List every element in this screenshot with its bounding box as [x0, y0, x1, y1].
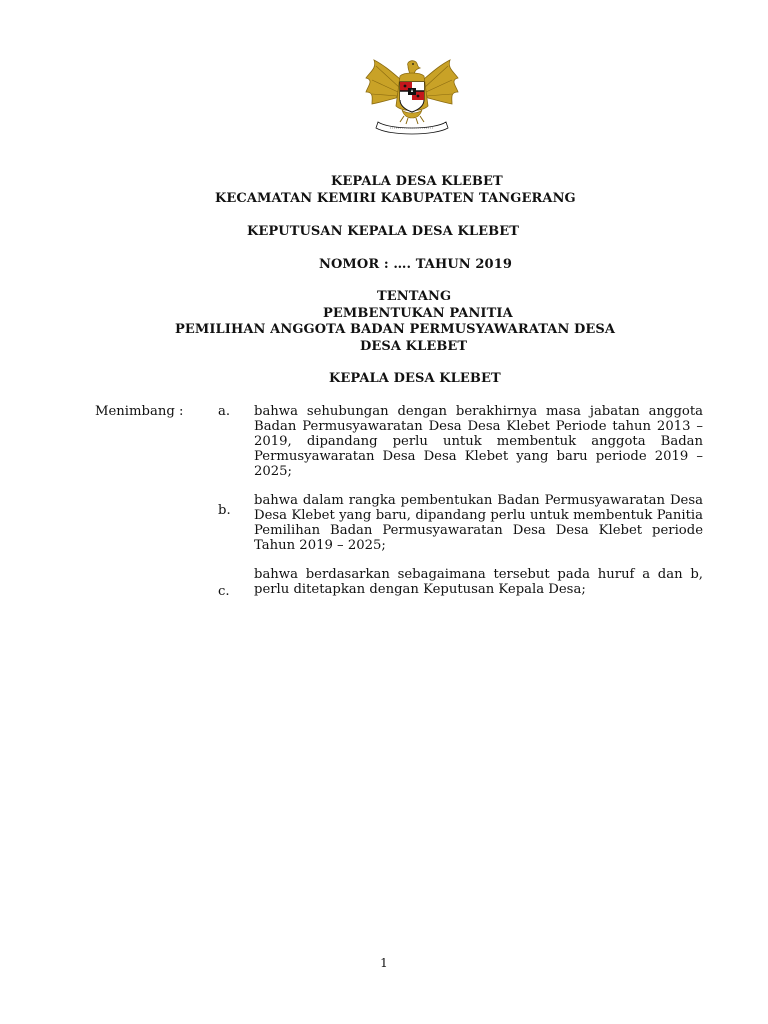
header-line-1: KEPALA DESA KLEBET — [331, 174, 503, 189]
subject-line-3: DESA KLEBET — [360, 339, 468, 354]
issuer-heading: KEPALA DESA KLEBET — [329, 371, 501, 386]
subject-line-1: PEMBENTUKAN PANITIA — [323, 306, 513, 321]
item-b-marker: b. — [218, 503, 231, 518]
decree-number: NOMOR : …. TAHUN 2019 — [319, 257, 512, 272]
decree-title: KEPUTUSAN KEPALA DESA KLEBET — [247, 224, 519, 239]
item-a-marker: a. — [218, 404, 231, 419]
item-b-text: bahwa dalam rangka pembentukan Badan Permusyawaratan Desa Desa Klebet yang baru, dipandang perlu untuk membentuk Panitia Pemilihan Badan Permusyawaratan Desa Desa Klebet periode Tahun 2019 – 2025; — [254, 493, 703, 553]
header-line-2: KECAMATAN KEMIRI KABUPATEN TANGERANG — [215, 191, 576, 206]
considering-label: Menimbang : — [95, 404, 184, 419]
item-a-text: bahwa sehubungan dengan berakhirnya masa jabatan anggota Badan Permusyawaratan Desa Desa Klebet Periode tahun 2013 – 2019, dipandang perlu untuk membentuk anggota Badan Permusyawaratan Desa Desa Klebet yang baru periode 2019 – 2025; — [254, 404, 703, 479]
garuda-icon — [360, 56, 464, 142]
garuda-emblem — [360, 56, 464, 142]
page-number: 1 — [380, 956, 388, 970]
subject-line-2: PEMILIHAN ANGGOTA BADAN PERMUSYAWARATAN DESA — [175, 322, 616, 337]
about-label: TENTANG — [377, 289, 452, 304]
item-c-marker: c. — [218, 584, 230, 599]
item-c-text: bahwa berdasarkan sebagaimana tersebut pada huruf a dan b, perlu ditetapkan dengan Keputusan Kepala Desa; — [254, 567, 703, 597]
